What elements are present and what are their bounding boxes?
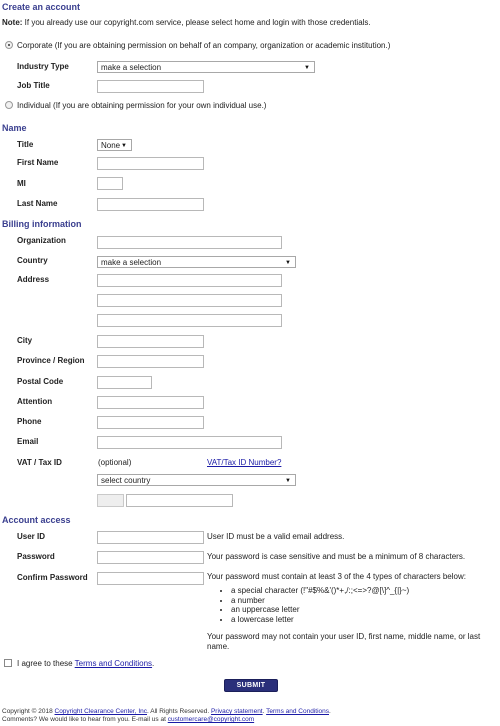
terms-checkbox[interactable] [4,659,12,667]
country-select[interactable] [97,256,296,268]
footer-copyright-prefix: Copyright © 2018 [2,708,55,715]
email-label: Email [17,437,39,446]
city-label: City [17,336,33,345]
chevron-down-icon: ▼ [304,65,310,71]
individual-label: Individual (If you are obtaining permission for your own individual use.) [17,101,267,110]
province-label: Province / Region [17,356,85,365]
vat-optional-text: (optional) [98,458,132,467]
list-item: • a number [231,596,498,606]
organization-label: Organization [17,236,66,245]
city-input[interactable] [97,335,204,348]
list-item: • an uppercase letter [231,605,498,615]
chevron-down-icon: ▼ [121,143,127,149]
list-item: • a special character (!"#$%&'()*+,/:;<=>?@[\]^_{|}~) [231,586,498,596]
billing-heading: Billing information [2,219,82,229]
account-access-heading: Account access [2,515,71,525]
footer-rights: . All Rights Reserved. [147,708,211,715]
address-label: Address [17,275,50,284]
vat-country-value: select country [101,476,151,485]
vat-number-input[interactable] [126,494,233,507]
note-label: Note: [2,18,23,27]
chevron-down-icon: ▼ [285,260,291,266]
title-select[interactable] [97,139,132,151]
user-id-label: User ID [17,532,46,541]
province-input[interactable] [97,355,204,368]
chevron-down-icon: ▼ [285,478,291,484]
submit-button[interactable]: SUBMIT [224,679,278,692]
footer-terms-link[interactable]: Terms and Conditions [266,708,329,715]
password-requirements [213,586,498,624]
vat-country-select[interactable] [97,474,296,486]
note-text [2,18,498,27]
terms-text [17,659,154,668]
password-input[interactable] [97,551,204,564]
attention-input[interactable] [97,396,204,409]
vat-help-link[interactable]: VAT/Tax ID Number? [207,458,282,467]
corporate-label: Corporate (If you are obtaining permission on behalf of an company, organization or academic institution.) [17,41,391,50]
confirm-password-input[interactable] [97,572,204,585]
phone-label: Phone [17,417,42,426]
footer-sep: . [262,708,267,715]
industry-type-label: Industry Type [17,62,69,71]
industry-type-select[interactable] [97,61,315,73]
list-item: • a lowercase letter [231,615,498,625]
mi-label: MI [17,179,26,188]
phone-input[interactable] [97,416,204,429]
footer-comments-text: Comments? We would like to hear from you. E-mail us at [2,716,168,723]
last-name-label: Last Name [17,199,58,208]
create-account-heading: Create an account [2,2,81,12]
last-name-input[interactable] [97,198,204,211]
vat-label: VAT / Tax ID [17,458,62,467]
password-label: Password [17,552,55,561]
footer-copyright [2,708,498,715]
title-value: None [101,141,121,150]
terms-prefix: I agree to these [17,659,75,668]
terms-suffix: . [152,659,155,668]
industry-type-value: make a selection [101,63,162,72]
address-line-1-input[interactable] [97,274,282,287]
password-restriction: Your password may not contain your user ID, first name, middle name, or last name. [207,632,481,651]
country-label: Country [17,256,48,265]
job-title-label: Job Title [17,81,50,90]
note-body: If you already use our copyright.com service, please select home and login with those credentials. [22,18,371,27]
footer-comments [2,716,498,723]
vat-prefix-box [97,494,124,507]
confirm-password-label: Confirm Password [17,573,88,582]
user-id-hint: User ID must be a valid email address. [207,532,345,541]
country-value: make a selection [101,258,162,267]
first-name-input[interactable] [97,157,204,170]
footer-end: . [329,708,331,715]
organization-input[interactable] [97,236,282,249]
email-input[interactable] [97,436,282,449]
terms-link[interactable]: Terms and Conditions [74,659,153,668]
confirm-password-hint: Your password must contain at least 3 of the 4 types of characters below: [207,572,466,581]
address-line-3-input[interactable] [97,314,282,327]
postal-code-label: Postal Code [17,377,64,386]
name-heading: Name [2,123,27,133]
first-name-label: First Name [17,158,59,167]
customercare-email-link[interactable]: customercare@copyright.com [167,716,255,723]
password-hint: Your password is case sensitive and must be a minimum of 8 characters. [207,552,466,561]
address-line-2-input[interactable] [97,294,282,307]
user-id-input[interactable] [97,531,204,544]
ccc-link[interactable]: Copyright Clearance Center, Inc [54,708,147,715]
privacy-link[interactable]: Privacy statement [210,708,263,715]
postal-code-input[interactable] [97,376,152,389]
mi-input[interactable] [97,177,123,190]
corporate-radio[interactable] [5,41,13,49]
title-label: Title [17,140,34,149]
attention-label: Attention [17,397,53,406]
job-title-input[interactable] [97,80,204,93]
individual-radio[interactable] [5,101,13,109]
